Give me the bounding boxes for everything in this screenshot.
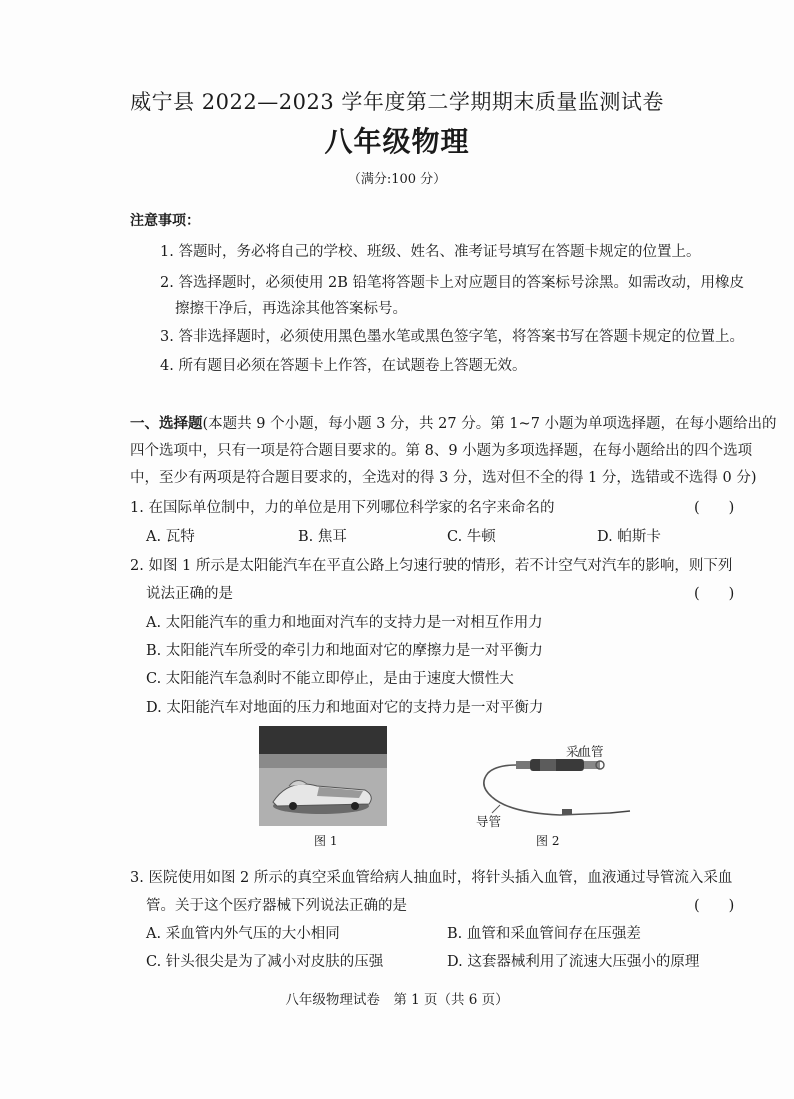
q2-option-a: A. 太阳能汽车的重力和地面对汽车的支持力是一对相互作用力: [146, 615, 543, 631]
section-intro-line3: 中，至少有两项是符合题目要求的，全选对的得 3 分，选对但不全的得 1 分，选错或不选得 0 分): [130, 470, 757, 486]
page-footer: 八年级物理试卷 第 1 页（共 6 页）: [285, 992, 509, 1008]
q3-option-a: A. 采血管内外气压的大小相同: [146, 926, 340, 942]
q3-option-d: D. 这套器械利用了流速大压强小的原理: [447, 954, 700, 970]
figure-1-caption: 图 1: [314, 834, 338, 848]
note-item: 4. 所有题目必须在答题卡上作答，在试题卷上答题无效。: [160, 358, 527, 374]
note-item: 1. 答题时，务必将自己的学校、班级、姓名、准考证号填写在答题卡规定的位置上。: [160, 244, 701, 260]
notes-heading: 注意事项：: [130, 213, 200, 229]
q2-option-b: B. 太阳能汽车所受的牵引力和地面对它的摩擦力是一对平衡力: [146, 643, 543, 659]
note-item: 擦擦干净后，再选涂其他答案标号。: [175, 301, 407, 317]
subject-title: 八年级物理: [324, 125, 470, 158]
question-3-stem: 3. 医院使用如图 2 所示的真空采血管给病人抽血时，将针头插入血管，血液通过导管流入采血: [130, 870, 733, 886]
q3-option-c: C. 针头很尖是为了减小对皮肤的压强: [146, 954, 384, 970]
q1-option-a: A. 瓦特: [146, 529, 195, 545]
section-heading: 一、选择题: [130, 416, 203, 432]
note-item: 2. 答选择题时，必须使用 2B 铅笔将答题卡上对应题目的答案标号涂黑。如需改动，用橡皮: [160, 275, 745, 291]
label-catheter: 导管: [476, 814, 502, 829]
label-collection-tube: 采血管: [566, 744, 604, 759]
q1-option-b: B. 焦耳: [298, 529, 347, 545]
q2-option-d: D. 太阳能汽车对地面的压力和地面对它的支持力是一对平衡力: [146, 700, 544, 716]
question-3-stem-cont: 管。关于这个医疗器械下列说法正确的是: [146, 898, 407, 914]
section-intro-line1: [130, 412, 777, 433]
note-item: 3. 答非选择题时，必须使用黑色墨水笔或黑色签字笔，将答案书写在答题卡规定的位置上。: [160, 329, 744, 345]
answer-paren: ( ): [694, 586, 735, 602]
question-2-stem: 2. 如图 1 所示是太阳能汽车在平直公路上匀速行驶的情形，若不计空气对汽车的影响，则下列: [130, 558, 733, 574]
q3-option-b: B. 血管和采血管间存在压强差: [447, 926, 641, 942]
figure-2-caption: 图 2: [536, 834, 560, 848]
question-1-stem: 1. 在国际单位制中，力的单位是用下列哪位科学家的名字来命名的: [130, 500, 555, 516]
q1-option-c: C. 牛顿: [447, 529, 496, 545]
answer-paren: ( ): [694, 500, 735, 516]
solar-car-illustration: [259, 726, 387, 826]
q1-option-d: D. 帕斯卡: [597, 529, 661, 545]
question-2-stem-cont: 说法正确的是: [146, 586, 233, 602]
solar-car-photo: [259, 726, 387, 826]
full-score: （满分:100 分）: [347, 172, 447, 187]
answer-paren: ( ): [694, 898, 735, 914]
q2-option-c: C. 太阳能汽车急刹时不能立即停止，是由于速度大惯性大: [146, 671, 514, 687]
section-intro-line2: 四个选项中，只有一项是符合题目要求的。第 8、9 小题为多项选择题，在每小题给出的四个选项: [130, 443, 753, 459]
section-text: (本题共 9 个小题，每小题 3 分，共 27 分。第 1~7 小题为单项选择题，在每小题给出的: [202, 416, 777, 432]
exam-title: 威宁县 2022—2023 学年度第二学期期末质量监测试卷: [130, 90, 664, 114]
